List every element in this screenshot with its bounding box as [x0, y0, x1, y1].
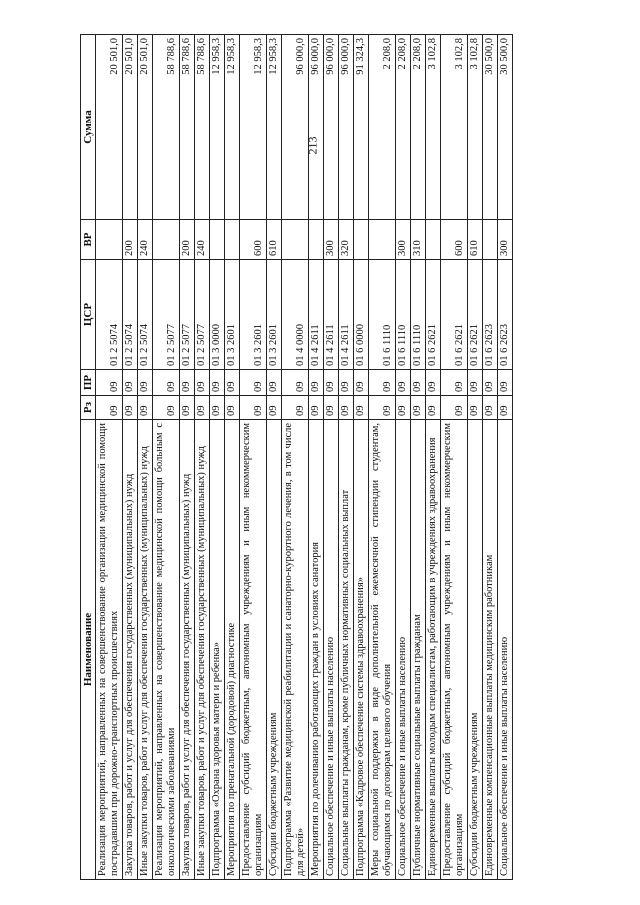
- cell-pr: 09: [411, 370, 426, 396]
- cell-sum: 30 500,0: [498, 35, 513, 220]
- table-row: [240, 35, 267, 880]
- cell-name: Мероприятия по долечиванию работающих граждан в условиях санатория: [309, 420, 324, 880]
- table-row: [339, 35, 354, 880]
- cell-sum: 58 788,6: [195, 35, 210, 220]
- cell-vr: [354, 220, 369, 260]
- cell-rz: 09: [282, 396, 309, 420]
- cell-rz: 09: [180, 396, 195, 420]
- cell-sum: 30 500,0: [483, 35, 498, 220]
- cell-pr: 09: [354, 370, 369, 396]
- cell-sum: 2 208,0: [411, 35, 426, 220]
- cell-name: Социальное обеспечение и иные выплаты населению: [498, 420, 513, 880]
- cell-name: Предоставление субсидий бюджетным, автономным учреждениям и иным некоммерческим организациям: [240, 420, 267, 880]
- cell-csr: 01 6 1110: [396, 260, 411, 370]
- cell-csr: 01 4 2611: [324, 260, 339, 370]
- table-row: [369, 35, 396, 880]
- table-row: [123, 35, 138, 880]
- table-row: [267, 35, 282, 880]
- cell-rz: 09: [240, 396, 267, 420]
- cell-csr: 01 3 2601: [225, 260, 240, 370]
- cell-csr: 01 4 0000: [282, 260, 309, 370]
- cell-pr: 09: [225, 370, 240, 396]
- cell-sum: 20 501,0: [96, 35, 123, 220]
- cell-pr: 09: [180, 370, 195, 396]
- cell-vr: 610: [267, 220, 282, 260]
- cell-rz: 09: [324, 396, 339, 420]
- cell-rz: 09: [483, 396, 498, 420]
- cell-csr: 01 4 2611: [309, 260, 324, 370]
- cell-vr: 200: [180, 220, 195, 260]
- cell-name: Закупка товаров, работ и услуг для обеспечения государственных (муниципальных) нужд: [180, 420, 195, 880]
- cell-rz: 09: [138, 396, 153, 420]
- cell-vr: [210, 220, 225, 260]
- cell-csr: 01 2 5077: [180, 260, 195, 370]
- cell-csr: 01 2 5077: [195, 260, 210, 370]
- page-number: 213: [305, 136, 320, 155]
- cell-rz: 09: [309, 396, 324, 420]
- cell-vr: 240: [138, 220, 153, 260]
- header-name: Наименование: [81, 420, 96, 880]
- cell-csr: 01 3 0000: [210, 260, 225, 370]
- budget-table: [80, 34, 513, 880]
- header-csr: ЦСР: [81, 260, 96, 370]
- cell-vr: [369, 220, 396, 260]
- cell-rz: 09: [195, 396, 210, 420]
- cell-rz: 09: [441, 396, 468, 420]
- cell-vr: 600: [240, 220, 267, 260]
- cell-name: Мероприятия по пренатальной (дородовой) диагностике: [225, 420, 240, 880]
- cell-pr: 09: [123, 370, 138, 396]
- cell-name: Меры социальной поддержки в виде дополнительной ежемесячной стипендии студентам, обучающимся по договорам целевого обучения: [369, 420, 396, 880]
- header-rz: Рз: [81, 396, 96, 420]
- cell-pr: 09: [96, 370, 123, 396]
- table-row: [309, 35, 324, 880]
- cell-rz: 09: [468, 396, 483, 420]
- cell-rz: 09: [267, 396, 282, 420]
- cell-pr: 09: [240, 370, 267, 396]
- cell-csr: 01 2 5074: [96, 260, 123, 370]
- cell-sum: 3 102,8: [468, 35, 483, 220]
- cell-sum: 12 958,3: [210, 35, 225, 220]
- cell-vr: [225, 220, 240, 260]
- cell-rz: 09: [96, 396, 123, 420]
- cell-sum: 96 000,0: [324, 35, 339, 220]
- cell-pr: 09: [339, 370, 354, 396]
- table-body: [96, 35, 513, 880]
- cell-vr: 310: [411, 220, 426, 260]
- table-row: [426, 35, 441, 880]
- cell-pr: 09: [138, 370, 153, 396]
- cell-csr: 01 3 2601: [240, 260, 267, 370]
- cell-pr: 09: [153, 370, 180, 396]
- cell-vr: 320: [339, 220, 354, 260]
- cell-name: Иные закупки товаров, работ и услуг для обеспечения государственных (муниципальных) нужд: [195, 420, 210, 880]
- cell-rz: 09: [426, 396, 441, 420]
- cell-vr: 300: [324, 220, 339, 260]
- cell-sum: 58 788,6: [153, 35, 180, 220]
- table-row: [210, 35, 225, 880]
- cell-name: Закупка товаров, работ и услуг для обеспечения государственных (муниципальных) нужд: [123, 420, 138, 880]
- cell-pr: 09: [324, 370, 339, 396]
- cell-vr: [96, 220, 123, 260]
- table-row: [396, 35, 411, 880]
- cell-csr: 01 3 2601: [267, 260, 282, 370]
- cell-name: Социальное обеспечение и иные выплаты населению: [396, 420, 411, 880]
- cell-csr: 01 6 2621: [426, 260, 441, 370]
- table-row: [483, 35, 498, 880]
- cell-rz: 09: [369, 396, 396, 420]
- cell-rz: 09: [153, 396, 180, 420]
- cell-pr: 09: [210, 370, 225, 396]
- cell-pr: 09: [282, 370, 309, 396]
- cell-vr: 300: [498, 220, 513, 260]
- cell-rz: 09: [411, 396, 426, 420]
- cell-sum: 12 958,3: [267, 35, 282, 220]
- cell-pr: 09: [426, 370, 441, 396]
- cell-sum: 96 000,0: [282, 35, 309, 220]
- cell-name: Публичные нормативные социальные выплаты гражданам: [411, 420, 426, 880]
- cell-name: Реализация мероприятий, направленных на совершенствование медицинской помощи больным с онкологическими заболеваниями: [153, 420, 180, 880]
- cell-name: Иные закупки товаров, работ и услуг для обеспечения государственных (муниципальных) нужд: [138, 420, 153, 880]
- cell-sum: 20 501,0: [123, 35, 138, 220]
- cell-rz: 09: [210, 396, 225, 420]
- cell-name: Подпрограмма «Кадровое обеспечение системы здравоохранения»: [354, 420, 369, 880]
- table-row: [324, 35, 339, 880]
- cell-rz: 09: [123, 396, 138, 420]
- cell-rz: 09: [498, 396, 513, 420]
- cell-name: Подпрограмма «Развитие медицинской реабилитации и санаторно-курортного лечения, в том числе для детей»: [282, 420, 309, 880]
- cell-vr: [309, 220, 324, 260]
- cell-sum: 3 102,8: [441, 35, 468, 220]
- table-row: [354, 35, 369, 880]
- cell-name: Подпрограмма «Охрана здоровья матери и ребенка»: [210, 420, 225, 880]
- table-row: [96, 35, 123, 880]
- cell-sum: 20 501,0: [138, 35, 153, 220]
- cell-pr: 09: [309, 370, 324, 396]
- cell-sum: 91 324,3: [354, 35, 369, 220]
- cell-vr: 610: [468, 220, 483, 260]
- cell-vr: [282, 220, 309, 260]
- table-row: [498, 35, 513, 880]
- cell-rz: 09: [354, 396, 369, 420]
- cell-csr: 01 6 2621: [441, 260, 468, 370]
- cell-pr: 09: [267, 370, 282, 396]
- cell-pr: 09: [195, 370, 210, 396]
- cell-sum: 12 958,3: [240, 35, 267, 220]
- header-vr: ВР: [81, 220, 96, 260]
- cell-name: Социальное обеспечение и иные выплаты населению: [324, 420, 339, 880]
- cell-csr: 01 6 0000: [354, 260, 369, 370]
- cell-name: Предоставление субсидий бюджетным, автономным учреждениям и иным некоммерческим организациям: [441, 420, 468, 880]
- header-sum: Сумма: [81, 35, 96, 220]
- table-row: [468, 35, 483, 880]
- cell-pr: 09: [369, 370, 396, 396]
- header-pr: ПР: [81, 370, 96, 396]
- table-row: [153, 35, 180, 880]
- cell-pr: 09: [483, 370, 498, 396]
- cell-csr: 01 2 5074: [138, 260, 153, 370]
- cell-vr: [483, 220, 498, 260]
- cell-sum: 58 788,6: [180, 35, 195, 220]
- cell-rz: 09: [396, 396, 411, 420]
- cell-sum: 96 000,0: [309, 35, 324, 220]
- cell-sum: 2 208,0: [396, 35, 411, 220]
- cell-csr: 01 2 5077: [153, 260, 180, 370]
- cell-pr: 09: [498, 370, 513, 396]
- table-row: [441, 35, 468, 880]
- cell-vr: [153, 220, 180, 260]
- cell-sum: 3 102,8: [426, 35, 441, 220]
- table-row: [225, 35, 240, 880]
- cell-vr: 300: [396, 220, 411, 260]
- table-row: [411, 35, 426, 880]
- cell-vr: [426, 220, 441, 260]
- cell-name: Субсидии бюджетным учреждениям: [267, 420, 282, 880]
- cell-csr: 01 6 2621: [468, 260, 483, 370]
- table-row: [180, 35, 195, 880]
- cell-sum: 96 000,0: [339, 35, 354, 220]
- table-header-row: [81, 35, 96, 880]
- table-row: [195, 35, 210, 880]
- cell-sum: 12 958,3: [225, 35, 240, 220]
- cell-vr: 600: [441, 220, 468, 260]
- cell-sum: 2 208,0: [369, 35, 396, 220]
- cell-name: Единовременные выплаты молодым специалистам, работающим в учреждениях здравоохранения: [426, 420, 441, 880]
- cell-pr: 09: [396, 370, 411, 396]
- cell-csr: 01 6 1110: [369, 260, 396, 370]
- cell-name: Социальные выплаты гражданам, кроме публичных нормативных социальных выплат: [339, 420, 354, 880]
- cell-name: Реализация мероприятий, направленных на совершенствование организации медицинской помощи пострадавшим при дорожно-транспортных происшествиях: [96, 420, 123, 880]
- cell-csr: 01 2 5074: [123, 260, 138, 370]
- cell-csr: 01 6 2623: [498, 260, 513, 370]
- cell-pr: 09: [441, 370, 468, 396]
- cell-csr: 01 4 2611: [339, 260, 354, 370]
- cell-vr: 200: [123, 220, 138, 260]
- cell-csr: 01 6 2623: [483, 260, 498, 370]
- cell-rz: 09: [339, 396, 354, 420]
- cell-csr: 01 6 1110: [411, 260, 426, 370]
- table-row: [282, 35, 309, 880]
- cell-name: Единовременные компенсационные выплаты медицинским работникам: [483, 420, 498, 880]
- cell-name: Субсидии бюджетным учреждениям: [468, 420, 483, 880]
- rotated-page-content: [80, 35, 550, 880]
- table-row: [138, 35, 153, 880]
- cell-pr: 09: [468, 370, 483, 396]
- cell-rz: 09: [225, 396, 240, 420]
- cell-vr: 240: [195, 220, 210, 260]
